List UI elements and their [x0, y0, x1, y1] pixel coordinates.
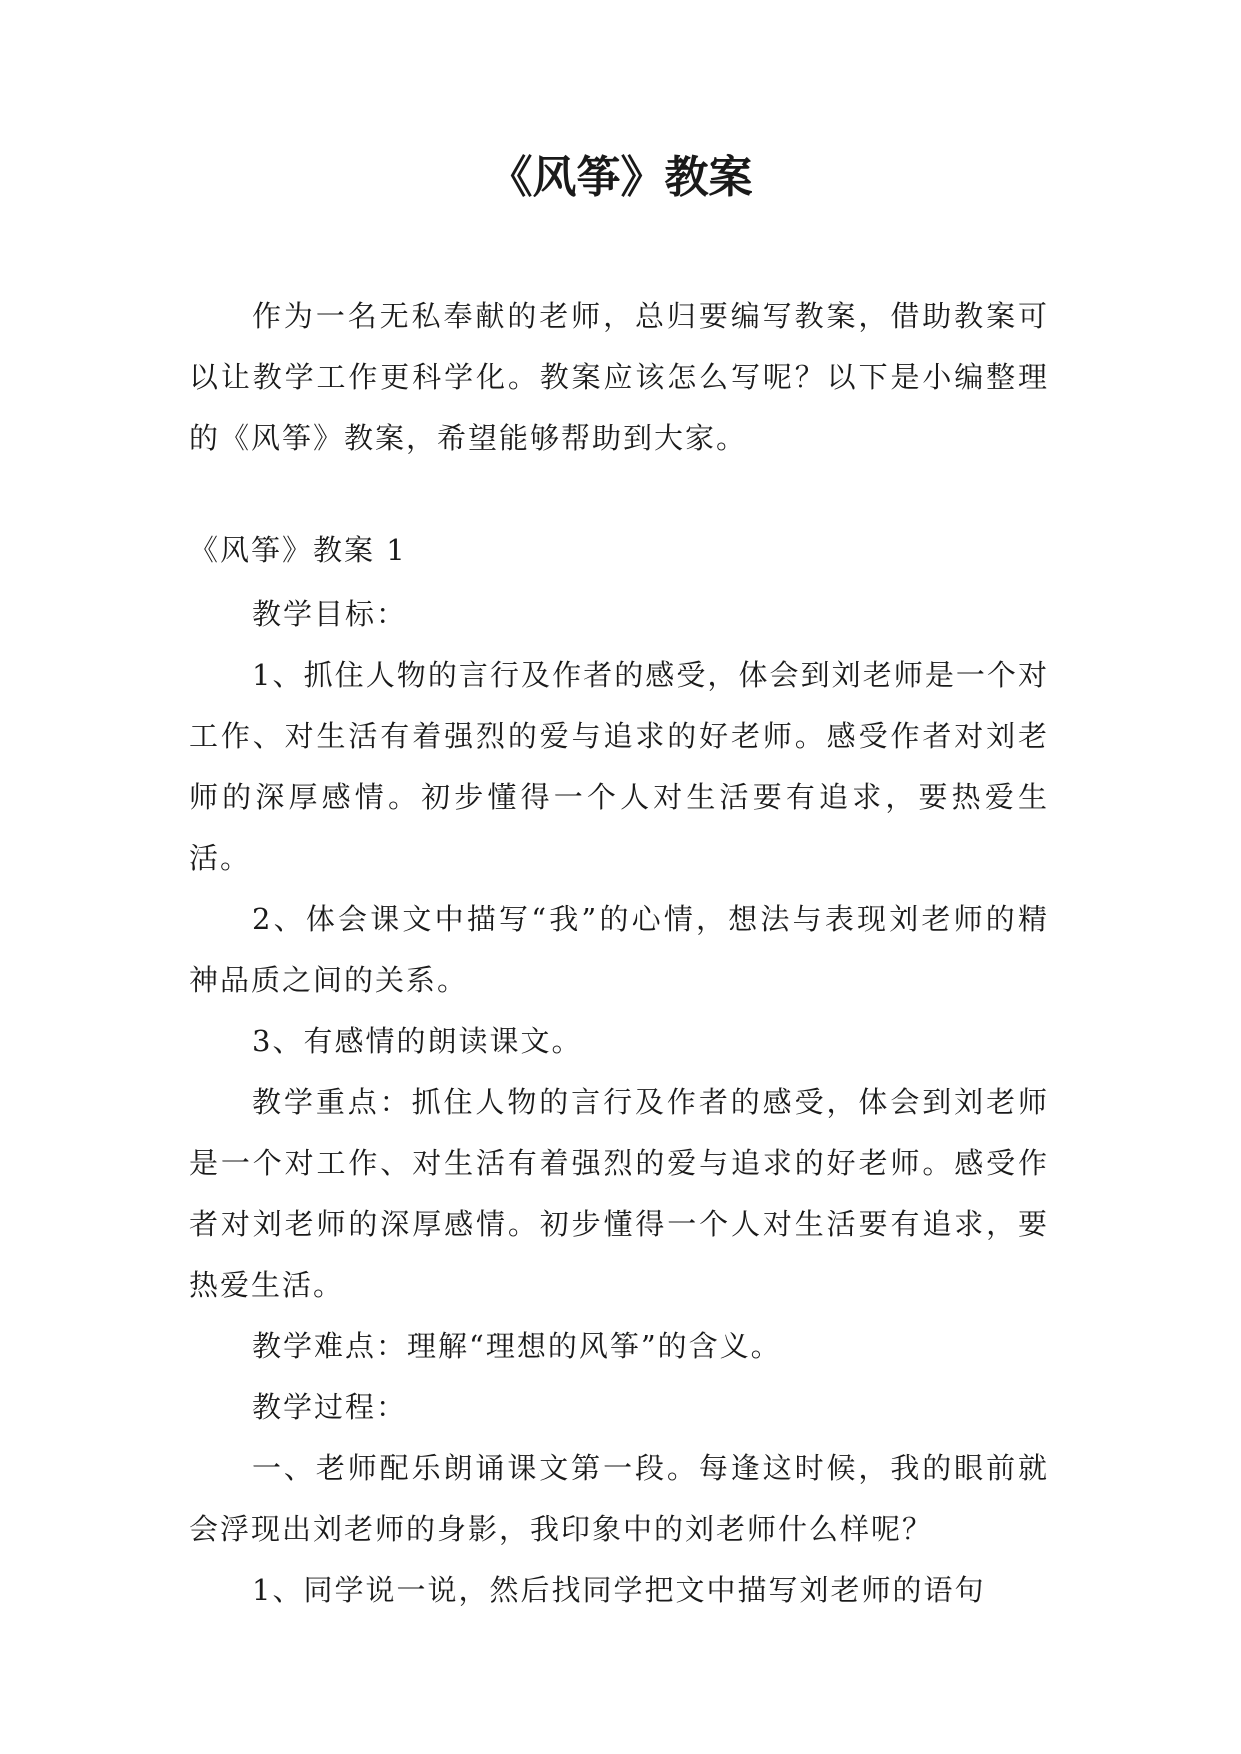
intro-paragraph: 作为一名无私奉献的老师，总归要编写教案，借助教案可以让教学工作更科学化。教案应该怎么写呢？以下是小编整理的《风筝》教案，希望能够帮助到大家。 — [189, 299, 1049, 455]
teaching-goals-heading: 教学目标： — [252, 597, 408, 631]
process-heading: 教学过程： — [252, 1390, 408, 1424]
document-title: 《风筝》教案 — [488, 152, 753, 203]
section-body — [189, 584, 1049, 1621]
goal-3-paragraph: 3、有感情的朗读课文。 — [252, 1024, 583, 1058]
key-points-paragraph: 教学重点：抓住人物的言行及作者的感受，体会到刘老师是一个对工作、对生活有着强烈的爱与追求的好老师。感受作者对刘老师的深厚感情。初步懂得一个人对生活要有追求，要热爱生活。 — [189, 1085, 1049, 1302]
process-step-1-paragraph: 一、老师配乐朗诵课文第一段。每逢这时候，我的眼前就会浮现出刘老师的身影，我印象中的刘老师什么样呢？ — [189, 1451, 1049, 1546]
goal-2-paragraph: 2、体会课文中描写“我”的心情，想法与表现刘老师的精神品质之间的关系。 — [189, 902, 1049, 997]
process-substep-1-paragraph: 1、同学说一说，然后找同学把文中描写刘老师的语句 — [252, 1573, 986, 1607]
section-heading: 《风筝》教案 1 — [189, 533, 407, 567]
difficulty-paragraph: 教学难点：理解“理想的风筝”的含义。 — [252, 1329, 782, 1363]
goal-1-paragraph: 1、抓住人物的言行及作者的感受，体会到刘老师是一个对工作、对生活有着强烈的爱与追求的好老师。感受作者对刘老师的深厚感情。初步懂得一个人对生活要有追求，要热爱生活。 — [189, 658, 1049, 875]
